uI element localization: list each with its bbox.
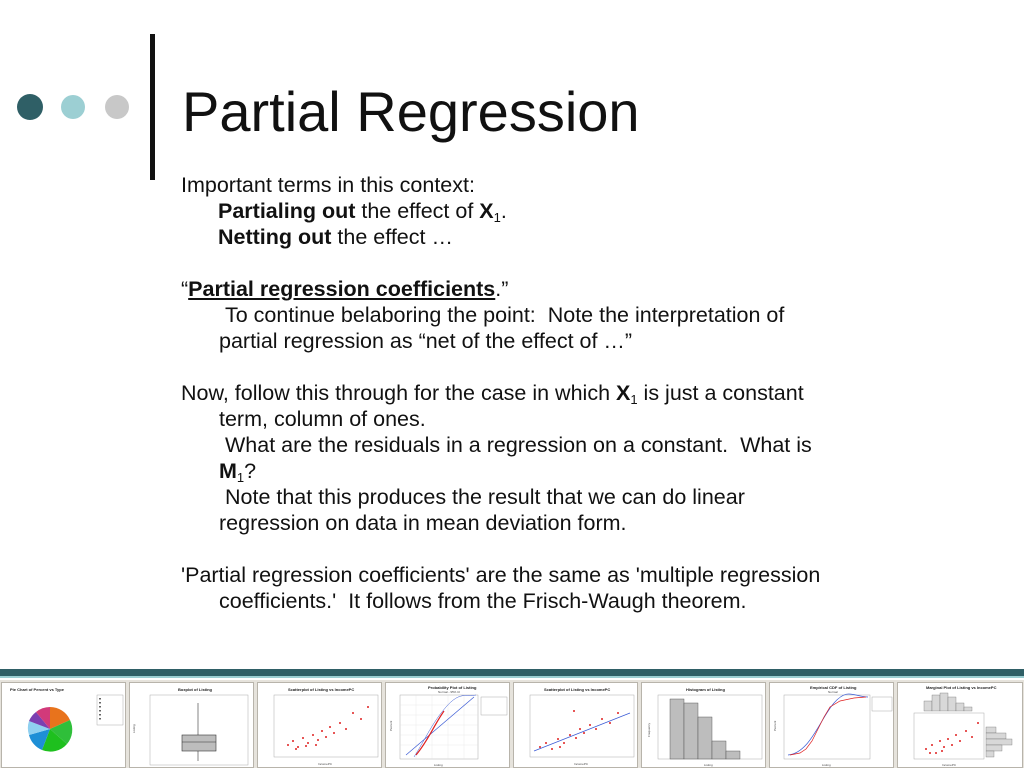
thumb-subtitle: Normal - 95% CI bbox=[438, 690, 461, 694]
bullet-constant-term bbox=[181, 380, 981, 432]
text: “ bbox=[181, 277, 189, 301]
subscript: 1 bbox=[236, 470, 245, 485]
text: Note that this produces the result that we can do linear bbox=[219, 485, 745, 509]
axis-label: Percent bbox=[773, 720, 777, 731]
text: .” bbox=[495, 277, 509, 301]
text: term, column of ones. bbox=[219, 407, 426, 431]
bullet-important-terms bbox=[181, 172, 981, 198]
text: coefficients.' It follows from the Frisch-Waugh theorem. bbox=[219, 589, 747, 613]
title-divider-bar bbox=[150, 34, 155, 180]
footer-rule-dark bbox=[0, 669, 1024, 676]
thumb-marginal-plot bbox=[897, 682, 1023, 768]
text: the effect … bbox=[331, 225, 453, 249]
text: the effect of bbox=[355, 199, 480, 223]
thumb-title: Probability Plot of Listing bbox=[428, 685, 477, 690]
axis-label: Percent bbox=[389, 720, 393, 731]
text: regression on data in mean deviation form. bbox=[219, 511, 627, 535]
symbol-x: X bbox=[479, 199, 494, 223]
axis-label: Listing bbox=[704, 763, 713, 767]
text: 'Partial regression coefficients' are the same as 'multiple regression bbox=[181, 563, 821, 587]
slide-title: Partial Regression bbox=[182, 80, 640, 143]
text: is just a constant bbox=[637, 381, 804, 405]
text: ? bbox=[244, 459, 257, 483]
thumb-title: Boxplot of Listing bbox=[178, 687, 212, 692]
symbol-x: X bbox=[616, 381, 631, 405]
text: partial regression as “net of the effect of …” bbox=[219, 329, 633, 353]
subscript: 1 bbox=[493, 210, 501, 225]
thumb-scatterplot bbox=[257, 682, 382, 768]
bullet-partial-regression-coefficients bbox=[181, 276, 981, 302]
text: What are the residuals in a regression on a constant. What is bbox=[219, 433, 812, 457]
thumb-probability-plot bbox=[385, 682, 510, 768]
term-partialing-out: Partialing out bbox=[218, 199, 356, 223]
sub-bullet-residuals bbox=[181, 432, 981, 484]
axis-label: IncomePC bbox=[318, 762, 333, 766]
thumb-scatterplot-fit bbox=[513, 682, 638, 768]
axis-label: Listing bbox=[434, 763, 443, 767]
sub-bullet-partialing-out bbox=[181, 198, 981, 224]
title-dot-dark bbox=[17, 94, 43, 120]
sub-bullet-belaboring bbox=[181, 302, 981, 354]
term-partial-regression-coefficients: Partial regression coefficients bbox=[188, 277, 496, 301]
thumb-boxplot bbox=[129, 682, 254, 768]
title-dot-light bbox=[61, 95, 85, 119]
thumb-title: Scatterplot of Listing vs IncomePC bbox=[288, 687, 355, 692]
text: . bbox=[500, 199, 507, 223]
axis-label: IncomePC bbox=[942, 763, 957, 767]
thumb-title: Histogram of Listing bbox=[686, 687, 725, 692]
thumb-title: Scatterplot of Listing vs IncomePC bbox=[544, 687, 611, 692]
thumb-title: Marginal Plot of Listing vs IncomePC bbox=[926, 685, 997, 690]
footer-rule-light bbox=[0, 676, 1024, 678]
sub-bullet-mean-deviation bbox=[181, 484, 981, 536]
thumb-empirical-cdf bbox=[769, 682, 894, 768]
axis-label: IncomePC bbox=[574, 762, 589, 766]
symbol-m: M bbox=[219, 459, 237, 483]
subscript: 1 bbox=[630, 392, 638, 407]
thumb-subtitle: Normal bbox=[828, 690, 838, 694]
text: Now, follow this through for the case in which bbox=[181, 381, 616, 405]
sub-bullet-netting-out bbox=[181, 224, 981, 250]
axis-label: Frequency bbox=[647, 722, 651, 737]
axis-label: Listing bbox=[132, 724, 136, 733]
term-netting-out: Netting out bbox=[218, 225, 332, 249]
bullet-frisch-waugh bbox=[181, 562, 981, 614]
thumb-title: Empirical CDF of Listing bbox=[810, 685, 857, 690]
thumb-histogram bbox=[641, 682, 766, 768]
title-dot-grey bbox=[105, 95, 129, 119]
text: To continue belaboring the point: Note the interpretation of bbox=[219, 303, 785, 327]
pie-chart-icon bbox=[28, 707, 72, 752]
thumb-pie-chart bbox=[1, 682, 126, 768]
slide-body bbox=[181, 172, 981, 614]
text: Important terms in this context: bbox=[181, 173, 475, 197]
axis-label: Listing bbox=[822, 763, 831, 767]
thumb-title: Pie Chart of Percent vs Type bbox=[10, 687, 64, 692]
